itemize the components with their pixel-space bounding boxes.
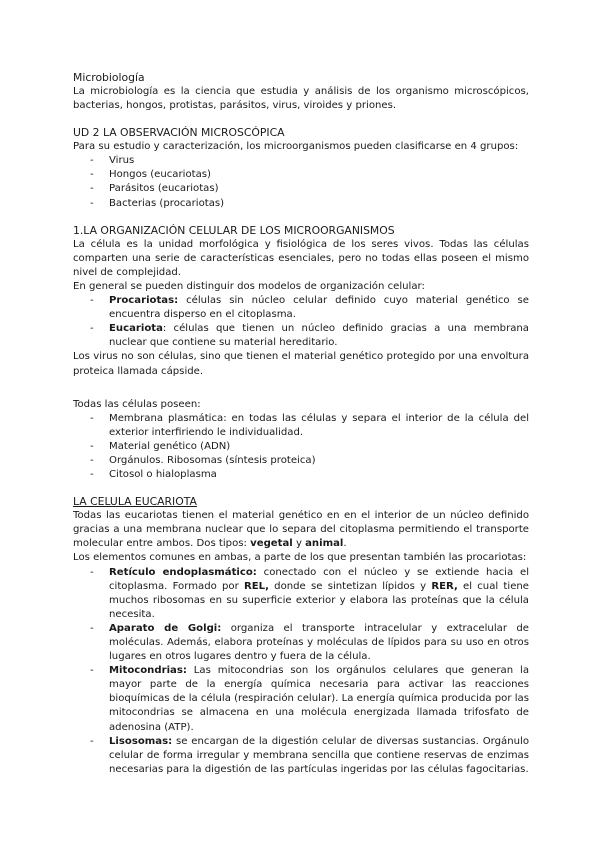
term-animal: animal	[305, 538, 344, 550]
dash-bullet: -	[90, 622, 94, 634]
list-item: - Parásitos (eucariotas)	[73, 182, 529, 196]
organelles-list	[73, 566, 529, 777]
models-list	[73, 294, 529, 350]
dash-bullet: -	[90, 440, 94, 452]
virus-paragraph: Los virus no son células, sino que tienen el material genético protegido por una envoltura proteica llamada cápside.	[73, 351, 529, 377]
intro-title: Microbiología	[73, 71, 145, 84]
term-vegetal: vegetal	[250, 538, 293, 550]
term-procariotas: Procariotas:	[109, 295, 179, 307]
eukaryote-paragraph-1: Todas las eucariotas tienen el material genético en en el interior de un núcleo definido gracias a una membrana nuclear que lo separa del citoplasma permitiendo el transporte molecular entre ambos. Dos tipos: vegetal y animal.	[73, 510, 529, 550]
list-item: - Retículo endoplasmático: conectado con el núcleo y se extiende hacia el citoplasma. Formado por REL, donde se sintetizan lípidos y RER, el cual tiene muchos ribosomas en su superficie exterior y elabora las proteínas que la célula necesita.	[90, 566, 530, 620]
term-golgi: Aparato de Golgi:	[109, 622, 222, 634]
list-item: - Bacterias (procariotas)	[73, 197, 529, 211]
list-item: - Virus	[73, 154, 529, 168]
dash-bullet: -	[90, 155, 94, 167]
dash-bullet: -	[90, 412, 94, 424]
dash-bullet: -	[90, 183, 94, 195]
list-item: - Citosol o hialoplasma	[73, 468, 529, 482]
list-item: - Membrana plasmática: en todas las células y separa el interior de la célula del exterior interfiriendo le individualidad.	[90, 412, 529, 438]
term-eucariota: Eucariota	[109, 323, 163, 335]
term-reticulo: Retículo endoplasmático:	[109, 566, 257, 578]
organization-heading: 1.LA ORGANIZACIÓN CELULAR DE LOS MICROORGANISMOS	[73, 223, 395, 237]
list-item: - Orgánulos. Ribosomas (síntesis proteica)	[73, 454, 529, 468]
organization-paragraph-1: La célula es la unidad morfológica y fisiológica de los seres vivos. Todas las células comparten una serie de características esenciales, pero no todas ellas poseen el mismo nivel de complejidad.	[73, 238, 529, 278]
list-item: - Aparato de Golgi: organiza el transporte intracelular y extracelular de moléculas. Además, elabora proteínas y moléculas de lípidos para su uso en otros lugares en otros lugares dentro y fuera de la célula.	[90, 622, 529, 663]
dash-bullet: -	[90, 469, 94, 481]
intro-paragraph: La microbiología es la ciencia que estudia y análisis de los organismo microscópicos, bacterias, hongos, protistas, parásitos, virus, viroides y priones.	[73, 86, 529, 112]
ud2-paragraph: Para su estudio y caracterización, los microorganismos pueden clasificarse en 4 grupos:	[73, 141, 519, 153]
dash-bullet: -	[90, 454, 94, 466]
all-cells-list	[73, 412, 529, 482]
all-cells-intro: Todas las células poseen:	[73, 398, 201, 410]
list-item: - Material genético (ADN)	[73, 440, 529, 454]
list-item: - Lisosomas: se encargan de la digestión celular de diversas sustancias. Orgánulo celular de forma irregular y membrana sencilla que contiene reservas de enzimas necesarias para la digestión de las partículas ingeridas por las células fagocitarias.	[90, 735, 529, 775]
eukaryote-paragraph-2: Los elementos comunes en ambas, a parte de los que presentan también las procariotas:	[73, 552, 527, 564]
document-content	[73, 70, 529, 777]
term-mitocondrias: Mitocondrias:	[109, 665, 187, 677]
term-lisosomas: Lisosomas:	[109, 735, 173, 747]
eukaryote-heading: LA CELULA EUCARIOTA	[73, 495, 197, 509]
dash-bullet: -	[90, 197, 94, 209]
groups-list	[73, 154, 529, 210]
term-rer: RER,	[431, 580, 458, 592]
dash-bullet: -	[90, 735, 94, 747]
list-item: - Eucariota: células que tienen un núcleo definido gracias a una membrana nuclear que contiene su material hereditario.	[90, 323, 529, 349]
dash-bullet: -	[90, 295, 94, 307]
list-item: - Hongos (eucariotas)	[73, 168, 529, 182]
ud2-heading: UD 2 LA OBSERVACIÓN MICROSCÓPICA	[73, 126, 285, 140]
list-item: - Mitocondrias: Las mitocondrias son los orgánulos celulares que generan la mayor parte de la energía química necesaria para activar las reacciones bioquímicas de la célula (respiración celular). La energía química producida por las mitocondrias se almacena en una molécula energizada llamada trifosfato de adenosina (ATP).	[90, 665, 529, 733]
dash-bullet: -	[90, 323, 94, 335]
dash-bullet: -	[90, 665, 94, 677]
term-rel: REL,	[244, 580, 269, 592]
organization-paragraph-2: En general se pueden distinguir dos modelos de organización celular:	[73, 280, 425, 292]
dash-bullet: -	[90, 566, 94, 578]
dash-bullet: -	[90, 169, 94, 181]
list-item: - Procariotas: células sin núcleo celular definido cuyo material genético se encuentra disperso en el citoplasma.	[90, 295, 529, 321]
